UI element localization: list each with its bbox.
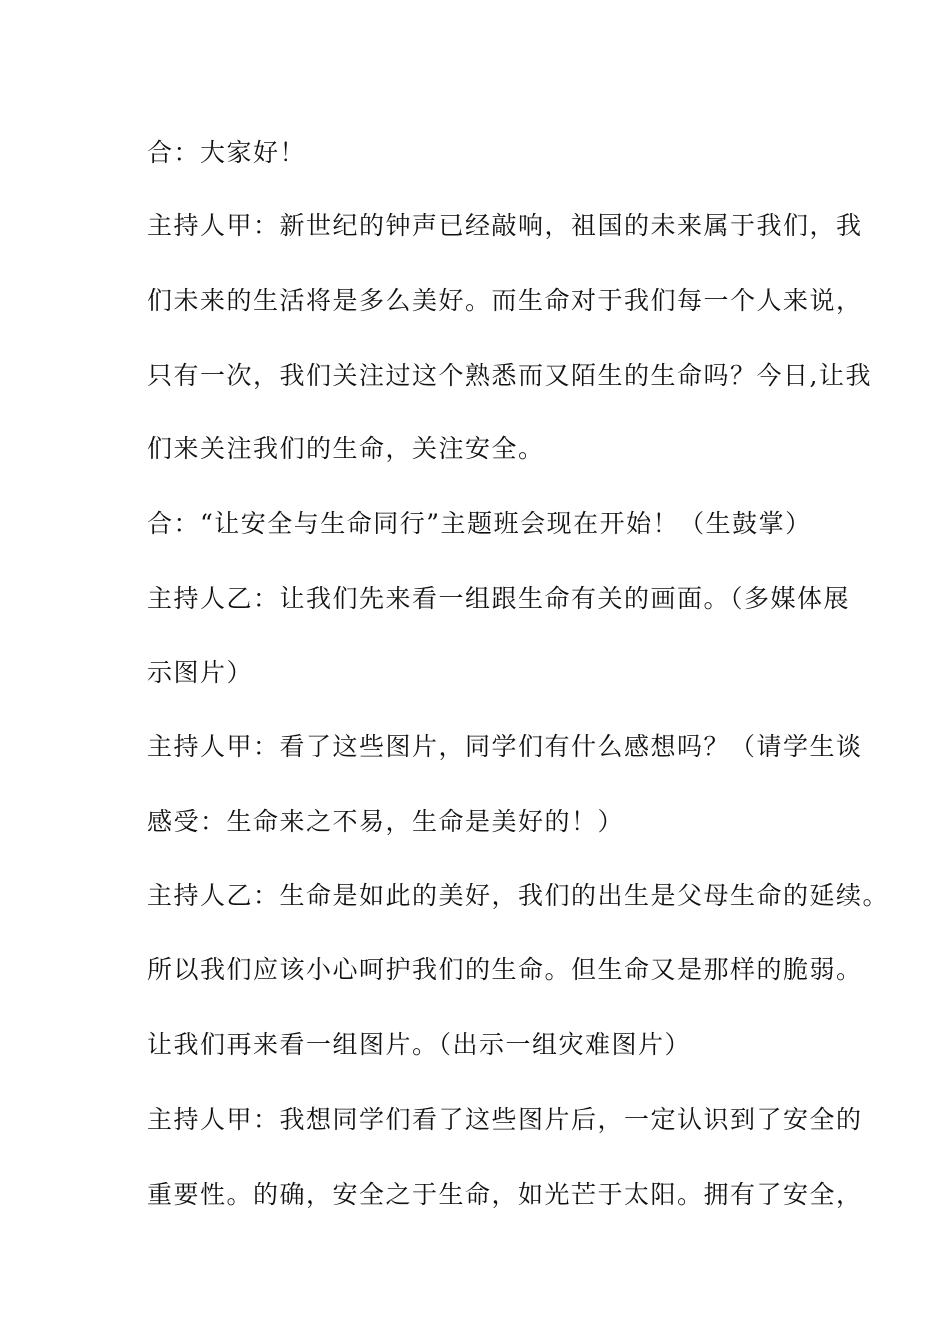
text-line: 让我们再来看一组图片。（出示一组灾难图片）	[147, 1030, 692, 1059]
text-line: 重要性。的确，安全之于生命，如光芒于太阳。拥有了安全，	[147, 1180, 863, 1209]
text-line: 主持人甲：看了这些图片，同学们有什么感想吗？（请学生谈	[147, 732, 863, 761]
text-line: 主持人乙：让我们先来看一组跟生命有关的画面。（多媒体展	[147, 584, 851, 613]
text-line: 们来关注我们的生命，关注安全。	[147, 434, 545, 463]
text-line: 主持人甲：我想同学们看了这些图片后，一定认识到了安全的	[147, 1105, 863, 1134]
text-line: 主持人乙：生命是如此的美好，我们的出生是父母生命的延续。	[147, 881, 890, 910]
text-line: 感受：生命来之不易，生命是美好的！）	[147, 807, 625, 836]
text-line: 们未来的生活将是多么美好。而生命对于我们每一个人来说，	[147, 286, 863, 315]
text-line: 示图片）	[147, 658, 254, 687]
text-line: 合：“让安全与生命同行”主题班会现在开始！（生鼓掌）	[147, 509, 812, 538]
text-line: 所以我们应该小心呵护我们的生命。但生命又是那样的脆弱。	[147, 955, 863, 984]
text-line: 主持人甲：新世纪的钟声已经敲响，祖国的未来属于我们，我	[147, 211, 863, 240]
text-line: 合：大家好！	[147, 138, 307, 167]
text-line: 只有一次，我们关注过这个熟悉而又陌生的生命吗？今日,让我	[147, 361, 872, 390]
